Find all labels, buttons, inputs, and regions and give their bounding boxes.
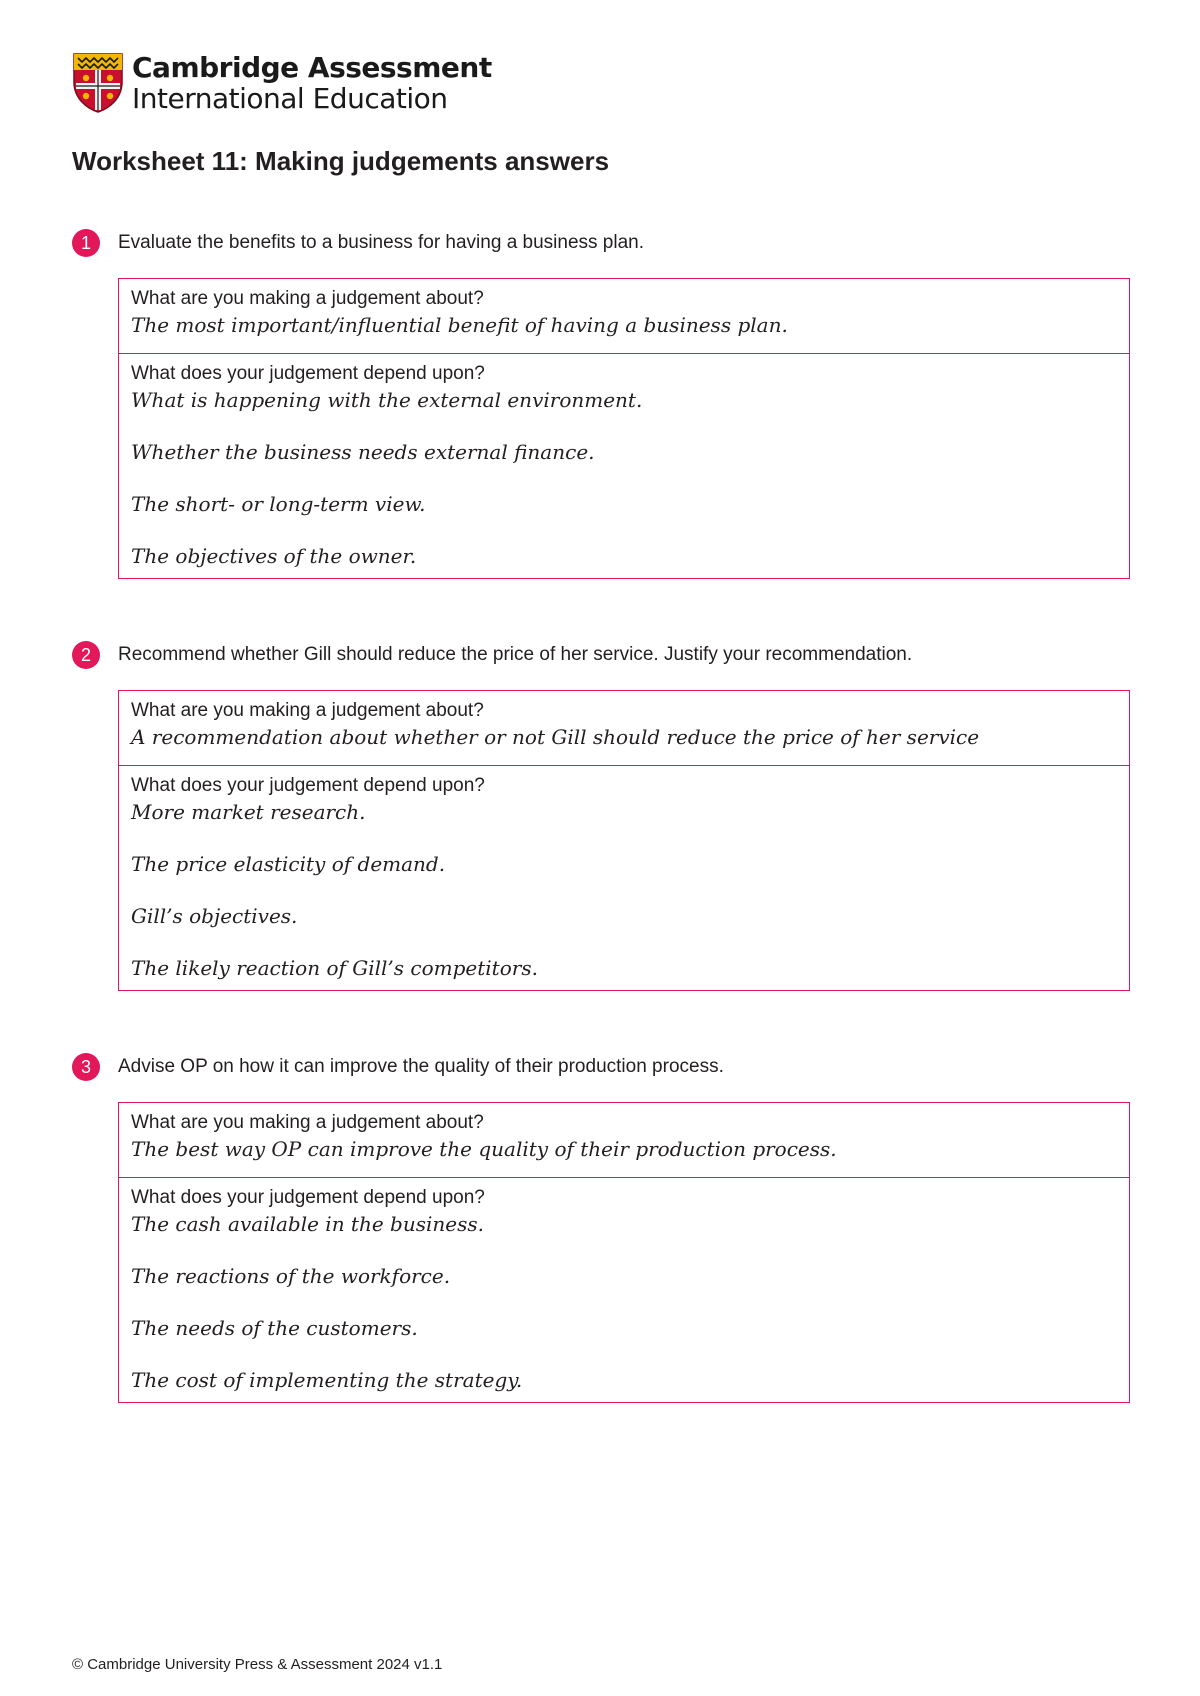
depends-item: Gill’s objectives. — [131, 904, 298, 928]
depends-upon-row — [119, 765, 1129, 990]
depends-item: Whether the business needs external finance. — [131, 440, 595, 464]
question-header — [72, 1052, 1132, 1082]
depends-upon-prompt: What does your judgement depend upon? — [131, 1187, 485, 1208]
judgement-answer: The best way OP can improve the quality of their production process. — [131, 1137, 837, 1161]
judgement-about-row — [119, 1103, 1129, 1177]
depends-item: The likely reaction of Gill’s competitors. — [131, 956, 538, 980]
question-3 — [72, 1052, 1132, 1403]
question-text: Evaluate the benefits to a business for having a business plan. — [118, 232, 645, 253]
depends-upon-row — [119, 353, 1129, 578]
logo-line-2: International Education — [132, 82, 448, 115]
question-text: Recommend whether Gill should reduce the price of her service. Justify your recommendation. — [118, 644, 913, 665]
answer-box — [118, 278, 1130, 579]
cambridge-logo — [72, 52, 492, 114]
depends-upon-prompt: What does your judgement depend upon? — [131, 775, 485, 796]
depends-item: The short- or long-term view. — [131, 492, 426, 516]
depends-list — [131, 798, 1117, 982]
copyright-footer: © Cambridge University Press & Assessment 2024 v1.1 — [72, 1656, 443, 1673]
depends-upon-prompt: What does your judgement depend upon? — [131, 363, 485, 384]
judgement-about-prompt: What are you making a judgement about? — [131, 1112, 484, 1133]
answer-box — [118, 690, 1130, 991]
question-header — [72, 640, 1132, 670]
depends-item: What is happening with the external environment. — [131, 388, 643, 412]
judgement-answer: A recommendation about whether or not Gill should reduce the price of her service — [131, 725, 980, 749]
question-text: Advise OP on how it can improve the quality of their production process. — [118, 1056, 724, 1077]
depends-list — [131, 1210, 1117, 1394]
depends-upon-row — [119, 1177, 1129, 1402]
worksheet-title: Worksheet 11: Making judgements answers — [72, 146, 610, 176]
judgement-about-row — [119, 279, 1129, 353]
question-1 — [72, 228, 1132, 579]
judgement-answer: The most important/influential benefit of having a business plan. — [131, 313, 788, 337]
question-number-badge: 3 — [72, 1053, 100, 1081]
question-2 — [72, 640, 1132, 991]
depends-item: The cost of implementing the strategy. — [131, 1368, 523, 1392]
depends-item: More market research. — [131, 800, 366, 824]
judgement-about-prompt: What are you making a judgement about? — [131, 700, 484, 721]
logo-wordmark — [132, 52, 492, 114]
question-number-badge: 1 — [72, 229, 100, 257]
depends-list — [131, 386, 1117, 570]
depends-item: The price elasticity of demand. — [131, 852, 446, 876]
cambridge-shield-icon — [72, 52, 124, 114]
depends-item: The objectives of the owner. — [131, 544, 417, 568]
judgement-about-row — [119, 691, 1129, 765]
depends-item: The reactions of the workforce. — [131, 1264, 451, 1288]
question-header — [72, 228, 1132, 258]
logo-line-1: Cambridge Assessment — [132, 51, 492, 84]
answer-box — [118, 1102, 1130, 1403]
depends-item: The cash available in the business. — [131, 1212, 484, 1236]
judgement-about-prompt: What are you making a judgement about? — [131, 288, 484, 309]
question-number-badge: 2 — [72, 641, 100, 669]
depends-item: The needs of the customers. — [131, 1316, 418, 1340]
